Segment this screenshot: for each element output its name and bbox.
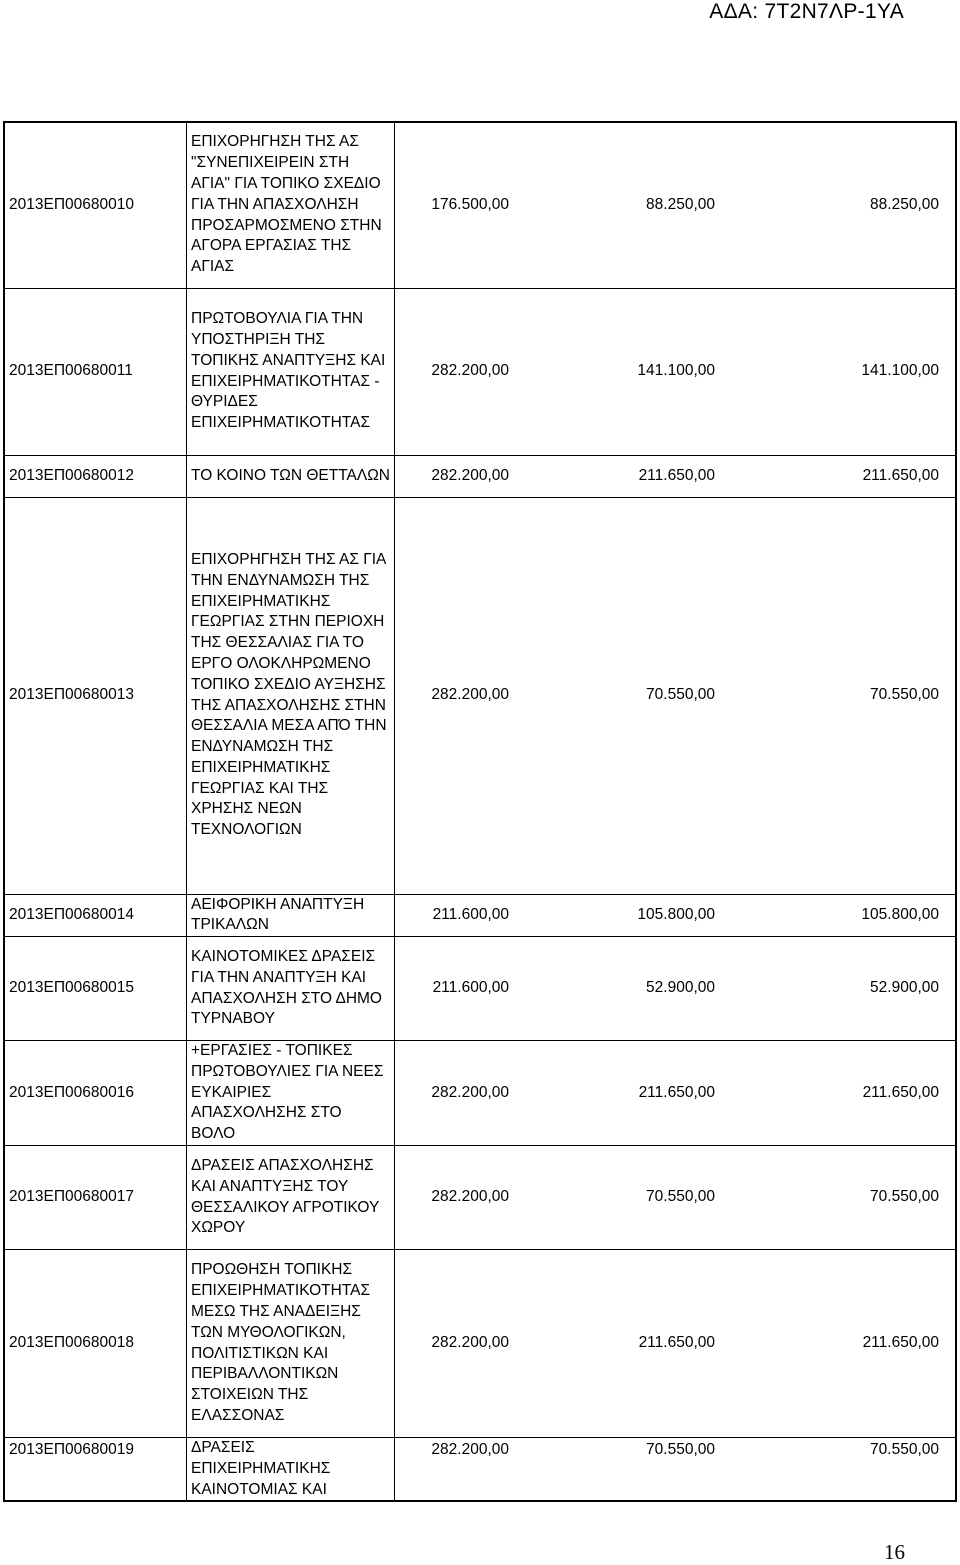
page-number: 16 bbox=[884, 1540, 905, 1564]
amount-paid: 211.650,00 bbox=[862, 1083, 939, 1101]
project-code: 2013ΕΠ00680018 bbox=[4, 1250, 187, 1438]
amounts-cell bbox=[395, 288, 957, 455]
amount-total: 211.600,00 bbox=[432, 905, 509, 923]
amount-approved: 52.900,00 bbox=[646, 979, 715, 997]
table-row bbox=[4, 937, 956, 1041]
table-row bbox=[4, 288, 956, 455]
amounts-cell bbox=[395, 1438, 957, 1502]
amount-total: 282.200,00 bbox=[431, 1334, 509, 1352]
amount-paid: 70.550,00 bbox=[870, 1188, 939, 1206]
project-code: 2013ΕΠ00680016 bbox=[4, 1041, 187, 1146]
project-title: ΔΡΑΣΕΙΣ ΑΠΑΣΧΟΛΗΣΗΣ ΚΑΙ ΑΝΑΠΤΥΞΗΣ ΤΟΥ ΘΕΣΣΑΛΙΚΟΥ ΑΓΡΟΤΙΚΟΥ ΧΩΡΟΥ bbox=[187, 1146, 395, 1250]
table-row bbox=[4, 497, 956, 894]
project-code: 2013ΕΠ00680012 bbox=[4, 455, 187, 497]
table-row bbox=[4, 1041, 956, 1146]
table-row bbox=[4, 1250, 956, 1438]
amount-total: 176.500,00 bbox=[431, 195, 509, 213]
amount-approved: 70.550,00 bbox=[646, 1441, 715, 1459]
table-row bbox=[4, 1146, 956, 1250]
amount-paid: 52.900,00 bbox=[870, 979, 939, 997]
amount-paid: 141.100,00 bbox=[861, 362, 939, 380]
project-title: ΔΡΑΣΕΙΣ ΕΠΙΧΕΙΡΗΜΑΤΙΚΗΣ ΚΑΙΝΟΤΟΜΙΑΣ ΚΑΙ bbox=[187, 1438, 395, 1502]
project-code: 2013ΕΠ00680011 bbox=[4, 288, 187, 455]
projects-table bbox=[3, 121, 957, 1502]
project-title: ΚΑΙΝΟΤΟΜΙΚΕΣ ΔΡΑΣΕΙΣ ΓΙΑ ΤΗΝ ΑΝΑΠΤΥΞΗ ΚΑΙ ΑΠΑΣΧΟΛΗΣΗ ΣΤΟ ΔΗΜΟ ΤΥΡΝΑΒΟΥ bbox=[187, 937, 395, 1041]
project-title: ΠΡΩΤΟΒΟΥΛΙΑ ΓΙΑ ΤΗΝ ΥΠΟΣΤΗΡΙΞΗ ΤΗΣ ΤΟΠΙΚΗΣ ΑΝΑΠΤΥΞΗΣ ΚΑΙ ΕΠΙΧΕΙΡΗΜΑΤΙΚΟΤΗΤΑΣ - ΘΥΡΙΔΕΣ ΕΠΙΧΕΙΡΗΜΑΤΙΚΟΤΗΤΑΣ bbox=[187, 288, 395, 455]
table-row bbox=[4, 122, 956, 288]
project-title: ΤΟ ΚΟΙΝΟ ΤΩΝ ΘΕΤΤΑΛΩΝ bbox=[187, 455, 395, 497]
project-code: 2013ΕΠ00680015 bbox=[4, 937, 187, 1041]
amount-total: 282.200,00 bbox=[431, 686, 509, 704]
amount-total: 282.200,00 bbox=[431, 1083, 509, 1101]
amount-approved: 88.250,00 bbox=[646, 195, 715, 213]
amount-total: 282.200,00 bbox=[431, 1188, 509, 1206]
amounts-cell bbox=[395, 1250, 957, 1438]
amount-approved: 211.650,00 bbox=[638, 1083, 715, 1101]
table-row bbox=[4, 455, 956, 497]
amount-paid: 70.550,00 bbox=[870, 686, 939, 704]
project-code: 2013ΕΠ00680014 bbox=[4, 894, 187, 937]
project-title: ΠΡΟΩΘΗΣΗ ΤΟΠΙΚΗΣ ΕΠΙΧΕΙΡΗΜΑΤΙΚΟΤΗΤΑΣ ΜΕΣΩ ΤΗΣ ΑΝΑΔΕΙΞΗΣ ΤΩΝ ΜΥΘΟΛΟΓΙΚΩΝ, ΠΟΛΙΤΙΣΤΙΚΩΝ ΚΑΙ ΠΕΡΙΒΑΛΛΟΝΤΙΚΩΝ ΣΤΟΙΧΕΙΩΝ ΤΗΣ ΕΛΑΣΣΟΝΑΣ bbox=[187, 1250, 395, 1438]
projects-table-body bbox=[4, 122, 956, 1501]
project-code: 2013ΕΠ00680019 bbox=[4, 1438, 187, 1502]
amount-paid: 105.800,00 bbox=[861, 905, 939, 923]
project-code: 2013ΕΠ00680013 bbox=[4, 497, 187, 894]
amount-approved: 141.100,00 bbox=[637, 362, 715, 380]
project-title: ΑΕΙΦΟΡΙΚΗ ΑΝΑΠΤΥΞΗ ΤΡΙΚΑΛΩΝ bbox=[187, 894, 395, 937]
project-title: ΕΠΙΧΟΡΗΓΗΣΗ ΤΗΣ ΑΣ ΓΙΑ ΤΗΝ ΕΝΔΥΝΑΜΩΣΗ ΤΗΣ ΕΠΙΧΕΙΡΗΜΑΤΙΚΗΣ ΓΕΩΡΓΙΑΣ ΣΤΗΝ ΠΕΡΙΟΧΗ ΤΗΣ ΘΕΣΣΑΛΙΑΣ ΓΙΑ ΤΟ ΕΡΓΟ ΟΛΟΚΛΗΡΩΜΕΝΟ ΤΟΠΙΚΟ ΣΧΕΔΙΟ ΑΥΞΗΣΗΣ ΤΗΣ ΑΠΑΣΧΟΛΗΣΗΣ ΣΤΗΝ ΘΕΣΣΑΛΙΑ ΜΕΣΑ ΑΠΌ ΤΗΝ ΕΝΔΥΝΑΜΩΣΗ ΤΗΣ ΕΠΙΧΕΙΡΗΜΑΤΙΚΗΣ ΓΕΩΡΓΙΑΣ ΚΑΙ ΤΗΣ ΧΡΗΣΗΣ ΝΕΩΝ ΤΕΧΝΟΛΟΓΙΩΝ bbox=[187, 497, 395, 894]
amounts-cell bbox=[395, 894, 957, 937]
amount-total: 211.600,00 bbox=[432, 979, 509, 997]
amount-approved: 211.650,00 bbox=[638, 466, 715, 484]
table-row bbox=[4, 1438, 956, 1502]
project-code: 2013ΕΠ00680010 bbox=[4, 122, 187, 288]
ada-header: ΑΔΑ: 7Τ2Ν7ΛΡ-1ΥΑ bbox=[709, 0, 904, 23]
amount-paid: 88.250,00 bbox=[870, 195, 939, 213]
amount-total: 282.200,00 bbox=[431, 466, 509, 484]
amounts-cell bbox=[395, 122, 957, 288]
amount-approved: 70.550,00 bbox=[646, 1188, 715, 1206]
amounts-cell bbox=[395, 937, 957, 1041]
table-row bbox=[4, 894, 956, 937]
amount-approved: 211.650,00 bbox=[638, 1334, 715, 1352]
amount-paid: 70.550,00 bbox=[870, 1441, 939, 1459]
amount-approved: 70.550,00 bbox=[646, 686, 715, 704]
amount-paid: 211.650,00 bbox=[862, 1334, 939, 1352]
amounts-cell bbox=[395, 455, 957, 497]
project-code: 2013ΕΠ00680017 bbox=[4, 1146, 187, 1250]
project-title: ΕΠΙΧΟΡΗΓΗΣΗ ΤΗΣ ΑΣ "ΣΥΝΕΠΙΧΕΙΡΕΙΝ ΣΤΗ ΑΓΙΑ" ΓΙΑ ΤΟΠΙΚΟ ΣΧΕΔΙΟ ΓΙΑ ΤΗΝ ΑΠΑΣΧΟΛΗΣΗ ΠΡΟΣΑΡΜΟΣΜΕΝΟ ΣΤΗΝ ΑΓΟΡΑ ΕΡΓΑΣΙΑΣ ΤΗΣ ΑΓΙΑΣ bbox=[187, 122, 395, 288]
amount-paid: 211.650,00 bbox=[862, 466, 939, 484]
amount-approved: 105.800,00 bbox=[637, 905, 715, 923]
amount-total: 282.200,00 bbox=[431, 362, 509, 380]
project-title: +ΕΡΓΑΣΙΕΣ - ΤΟΠΙΚΕΣ ΠΡΩΤΟΒΟΥΛΙΕΣ ΓΙΑ ΝΕΕΣ ΕΥΚΑΙΡΙΕΣ ΑΠΑΣΧΟΛΗΣΗΣ ΣΤΟ ΒΟΛΟ bbox=[187, 1041, 395, 1146]
amount-total: 282.200,00 bbox=[431, 1441, 509, 1459]
amounts-cell bbox=[395, 1146, 957, 1250]
amounts-cell bbox=[395, 497, 957, 894]
amounts-cell bbox=[395, 1041, 957, 1146]
